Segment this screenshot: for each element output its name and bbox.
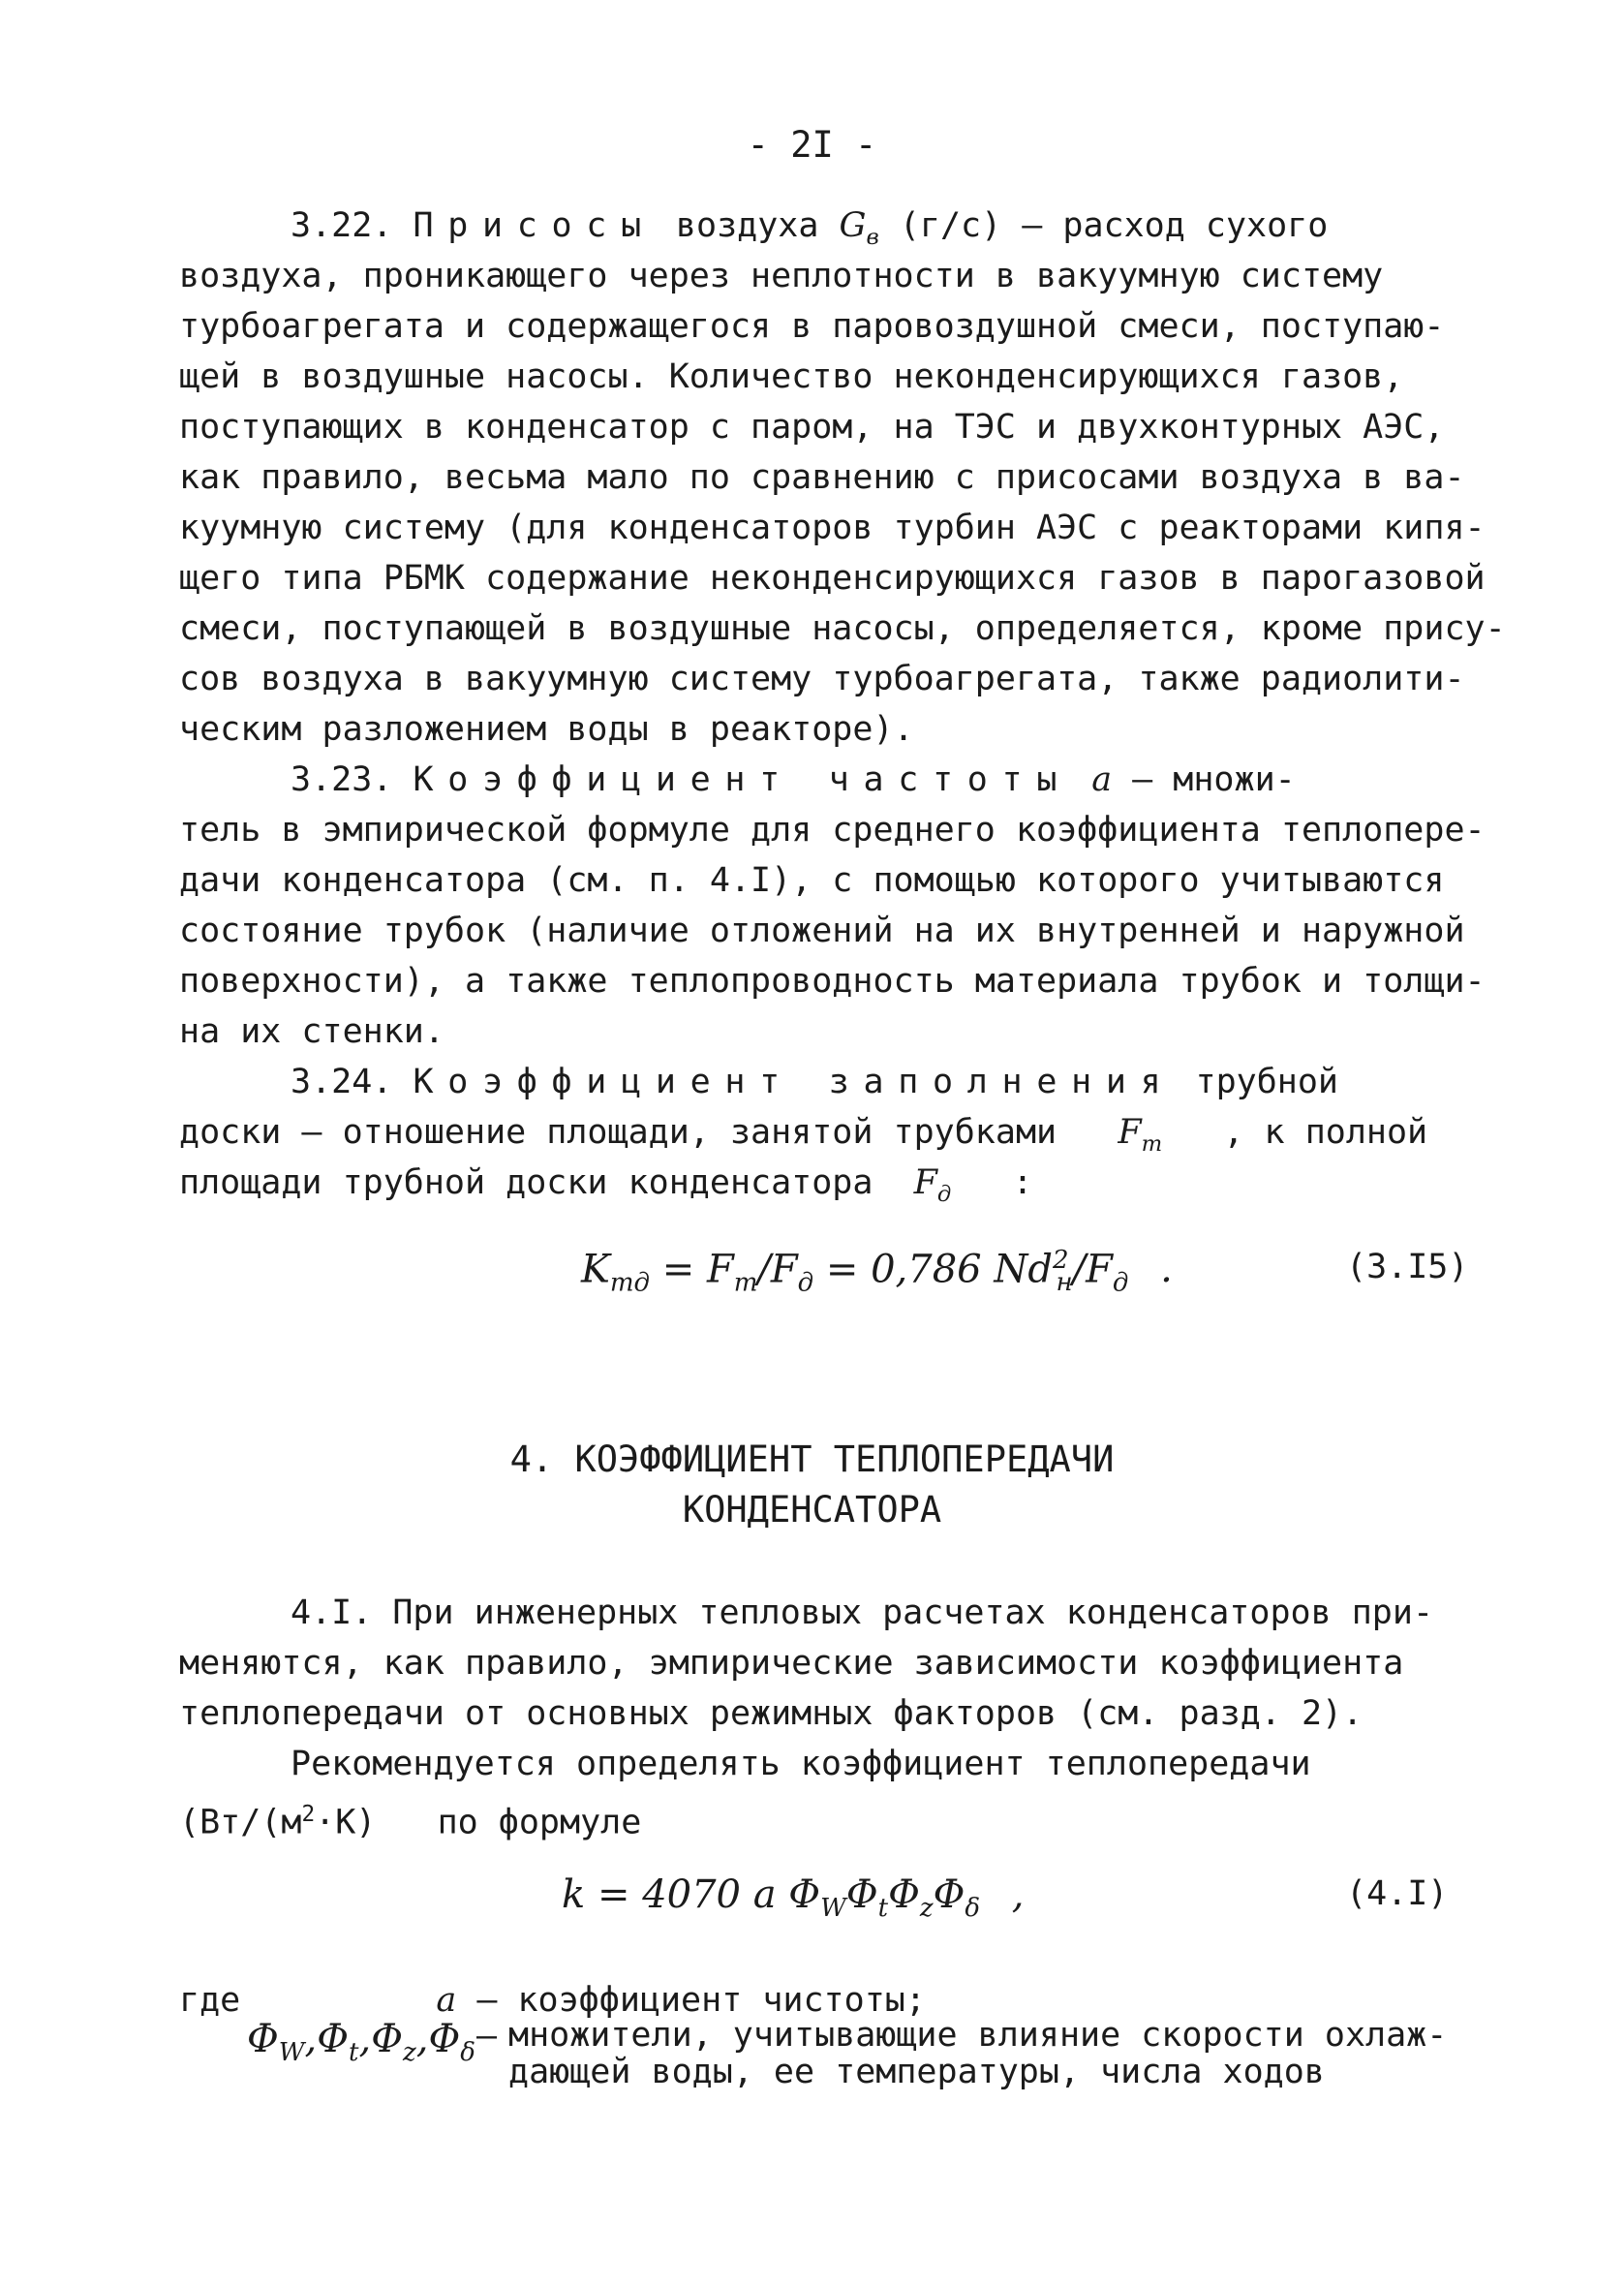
s41-line-2: меняются, как правило, эмпирические зависимости коэффициента — [179, 1644, 1404, 1683]
section-4-title-line-2: КОНДЕНСАТОРА — [682, 1489, 942, 1531]
s322-line-11: ческим разложением воды в реакторе). — [179, 710, 914, 749]
var-a-where: a — [436, 1981, 457, 2020]
equation-4-1: k = 4070 a $\Phi_W\Phi_t\Phi_z\Phi_\delta$ , — [562, 1872, 1025, 1923]
s41-line-1: 4.I. При инженерных тепловых расчетах конденсаторов при- — [291, 1593, 1434, 1632]
s322-line-5: поступающих в конденсатор с паром, на ТЭС и двухконтурных АЭС, — [179, 408, 1445, 447]
equation-number-4-1: (4.I) — [1346, 1874, 1449, 1913]
s323-line-5: поверхности), а также теплопроводность материала трубок и толщи- — [179, 962, 1486, 1001]
equation-number-3-15: (3.I5) — [1346, 1248, 1469, 1286]
s322-line-3: турбоагрегата и содержащегося в паровоздушной смеси, поступаю- — [179, 307, 1445, 346]
s323-line-2: тель в эмпирической формуле для среднего коэффициента теплопере- — [179, 811, 1486, 850]
term-koef-zapolneniya: Коэффициент заполнения — [413, 1063, 1176, 1101]
where-line-1: где a – коэффициент чистоты; — [179, 1981, 926, 2020]
s322-line-8: щего типа РБМК содержание неконденсирующихся газов в парогазовой — [179, 559, 1486, 598]
s322-line-4: щей в воздушные насосы. Количество неконденсирующихся газов, — [179, 357, 1404, 396]
s323-line-4: состояние трубок (наличие отложений на их внутренней и наружной — [179, 912, 1465, 950]
phi-list: $\Phi_W,\Phi_t,\Phi_z,\Phi_\delta$ — [247, 2017, 475, 2067]
s322-line-2: воздуха, проникающего через неплотности в вакуумную систему — [179, 257, 1384, 295]
s322-line-6: как правило, весьма мало по сравнению с присосами воздуха в ва- — [179, 458, 1465, 497]
phi-dash: – — [476, 2017, 498, 2056]
phi-desc-line-1: множители, учитывающие влияние скорости охлаж- — [508, 2016, 1448, 2055]
var-Ft: $F_т$ — [1118, 1113, 1163, 1157]
s322-line-1: 3.22. Присосы воздуха $G_в$ (г/с) – расход сухого — [291, 206, 1329, 250]
phi-desc-line-2: дающей воды, ее температуры, числа ходов — [508, 2053, 1325, 2091]
equation-3-15: $K_{тд} = F_т/F_д = 0,786$ $Nd^2_н/F_д$ . — [581, 1246, 1173, 1298]
term-prisosy: Присосы — [413, 206, 656, 245]
section-4-title-line-1: 4. КОЭФФИЦИЕНТ ТЕПЛОПЕРЕДАЧИ — [509, 1438, 1115, 1480]
s324-line-2: доски – отношение площади, занятой трубками $F_т$ , к полной — [179, 1113, 1428, 1157]
s323-line-6: на их стенки. — [179, 1012, 444, 1051]
s323-line-1: 3.23. Коэффициент частоты a – множи- — [291, 760, 1296, 799]
term-koef-chastoty: Коэффициент частоты — [413, 760, 1072, 799]
var-a: a — [1091, 760, 1113, 799]
var-G: $G_в$ — [839, 206, 879, 250]
s41-line-5: ($Вт/(м^2\cdot К)$ по формуле — [179, 1802, 642, 1842]
s322-line-9: смеси, поступающей в воздушные насосы, определяется, кроме прису- — [179, 609, 1506, 648]
s323-line-3: дачи конденсатора (см. п. 4.I), с помощью которого учитываются — [179, 861, 1445, 900]
s41-line-4: Рекомендуется определять коэффициент теплопередачи — [291, 1745, 1311, 1783]
page-number: - 2I - — [747, 124, 877, 166]
s324-line-1: 3.24. Коэффициент заполнения трубной — [291, 1063, 1339, 1101]
s322-line-7: куумную систему (для конденсаторов турбин АЭС с реакторами кипя- — [179, 509, 1486, 547]
var-Fd: $F_д$ — [913, 1163, 952, 1207]
s324-line-3: площади трубной доски конденсатора $F_д$ : — [179, 1163, 1033, 1207]
s41-line-3: теплопередачи от основных режимных факторов (см. разд. 2). — [179, 1694, 1364, 1733]
s322-line-10: сов воздуха в вакуумную систему турбоагрегата, также радиолити- — [179, 660, 1465, 698]
